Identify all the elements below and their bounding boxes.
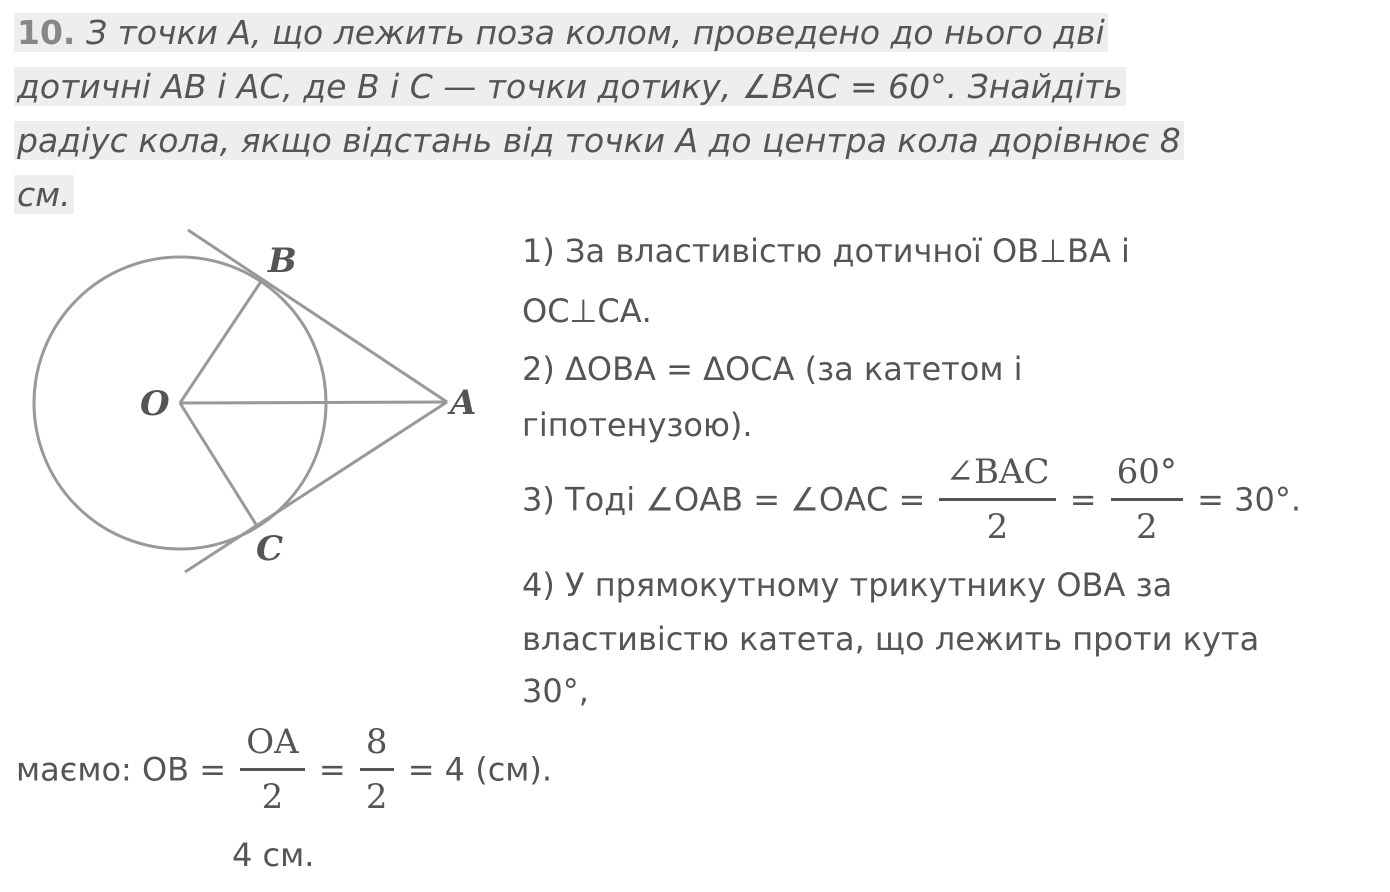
- step-2-line-1: 2) ΔОВА = ΔОСА (за катетом і: [522, 350, 1023, 388]
- step-1-line-1: 1) За властивістю дотичної ОВ⊥ВА і: [522, 232, 1130, 270]
- segment-ob: [180, 280, 262, 403]
- problem-number: 10.: [17, 13, 76, 52]
- fraction-60-over-2: $\frac{60^\circ}{2}$: [1111, 452, 1183, 547]
- label-b: B: [268, 241, 297, 281]
- step-3-prefix: 3) Тоді ∠ОАВ = ∠ОАС =: [522, 480, 926, 519]
- step-4-line-2: властивістю катета, що лежить проти кута: [522, 620, 1260, 658]
- problem-line-3: радіус кола, якщо відстань від точки А до центра кола дорівнює 8: [14, 114, 1354, 168]
- label-c: C: [256, 529, 284, 569]
- tangent-line-ac: [185, 402, 447, 572]
- label-o: O: [140, 384, 170, 424]
- step-2-line-2: гіпотенузою).: [522, 406, 753, 444]
- problem-statement: [14, 6, 1354, 222]
- final-result: = 4 (см).: [407, 750, 553, 789]
- step-3: 3) Тоді ∠ОАВ = ∠ОАС = $\frac{\text{∠BAC}}{2}$ = $\frac{60^\circ}{2}$ = 30°.: [522, 452, 1301, 547]
- step-3-result: = 30°.: [1197, 480, 1301, 519]
- final-prefix: маємо: ОВ =: [16, 750, 227, 789]
- step-4-line-1: 4) У прямокутному трикутнику ОВА за: [522, 566, 1173, 604]
- problem-line-2: дотичні АВ і АС, де В і С — точки дотику, ∠ВАС = 60°. Знайдіть: [14, 60, 1354, 114]
- geometry-diagram: [0, 220, 500, 600]
- answer: 4 см.: [232, 836, 315, 874]
- problem-line-4: см.: [14, 168, 1354, 222]
- fraction-bac-over-2: $\frac{\text{∠BAC}}{2}$: [939, 452, 1055, 547]
- segment-oa: [180, 402, 447, 403]
- final-equation: маємо: ОВ = $\frac{OA}{2}$ = $\frac{8}{2}$ = 4 (см).: [16, 722, 553, 817]
- problem-line-1: 10. З точки А, що лежить поза колом, проведено до нього дві: [14, 6, 1354, 60]
- step-1-line-2: ОС⊥СА.: [522, 292, 652, 330]
- label-a: A: [450, 383, 477, 423]
- step-4-line-3: 30°,: [522, 672, 589, 710]
- segment-oc: [180, 403, 257, 526]
- fraction-8-over-2: $\frac{8}{2}$: [360, 722, 394, 817]
- tangent-line-ab: [188, 230, 447, 402]
- fraction-oa-over-2: $\frac{OA}{2}$: [240, 722, 304, 817]
